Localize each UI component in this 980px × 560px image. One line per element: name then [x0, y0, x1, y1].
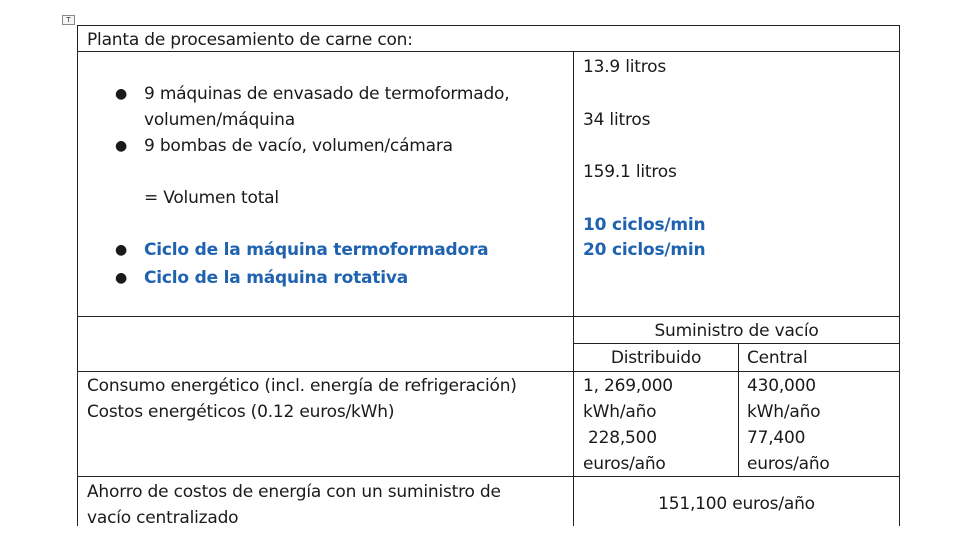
column-header-distribuido: Distribuido	[610, 348, 702, 368]
table-title: Planta de procesamiento de carne con:	[87, 30, 413, 50]
row-label-costs: Costos energéticos (0.12 euros/kWh)	[87, 402, 395, 422]
col-divider	[738, 343, 739, 476]
data-table	[77, 25, 900, 526]
equipment-value: 34 litros	[583, 110, 651, 130]
column-header-central: Central	[747, 348, 808, 368]
equipment-value: 159.1 litros	[583, 162, 677, 182]
cycle-label: Ciclo de la máquina termoformadora	[144, 240, 489, 260]
equipment-value: 13.9 litros	[583, 57, 667, 77]
equipment-label: 9 máquinas de envasado de termoformado,	[144, 84, 510, 104]
central-energy-unit: kWh/año	[747, 402, 821, 422]
bullet-icon: ●	[115, 242, 128, 258]
distribuido-energy-value: 1, 269,000	[583, 376, 673, 396]
bullet-icon: ●	[115, 138, 128, 154]
cycle-value: 20 ciclos/min	[583, 240, 706, 260]
savings-label: vacío centralizado	[87, 508, 239, 528]
distribuido-cost-unit: euros/año	[583, 454, 666, 474]
equipment-label: volumen/máquina	[144, 110, 295, 130]
col-divider	[573, 51, 574, 526]
equipment-label: 9 bombas de vacío, volumen/cámara	[144, 136, 453, 156]
central-cost-value: 77,400	[747, 428, 806, 448]
row-divider	[77, 316, 900, 317]
cycle-value: 10 ciclos/min	[583, 215, 706, 235]
cycle-label: Ciclo de la máquina rotativa	[144, 268, 408, 288]
row-label-consumption: Consumo energético (incl. energía de refrigeración)	[87, 376, 517, 396]
savings-label: Ahorro de costos de energía con un suministro de	[87, 482, 501, 502]
table-move-handle-icon[interactable]: T	[62, 15, 75, 25]
central-energy-value: 430,000	[747, 376, 816, 396]
bullet-icon: ●	[115, 86, 128, 102]
border-top	[77, 25, 900, 26]
bullet-icon: ●	[115, 270, 128, 286]
total-label: = Volumen total	[144, 188, 279, 208]
central-cost-unit: euros/año	[747, 454, 830, 474]
group-header: Suministro de vacío	[654, 321, 819, 341]
row-divider	[77, 371, 900, 372]
distribuido-cost-value: 228,500	[588, 428, 657, 448]
distribuido-energy-unit: kWh/año	[583, 402, 657, 422]
border-left	[77, 25, 78, 526]
border-right	[899, 25, 900, 526]
savings-value: 151,100 euros/año	[658, 494, 815, 514]
